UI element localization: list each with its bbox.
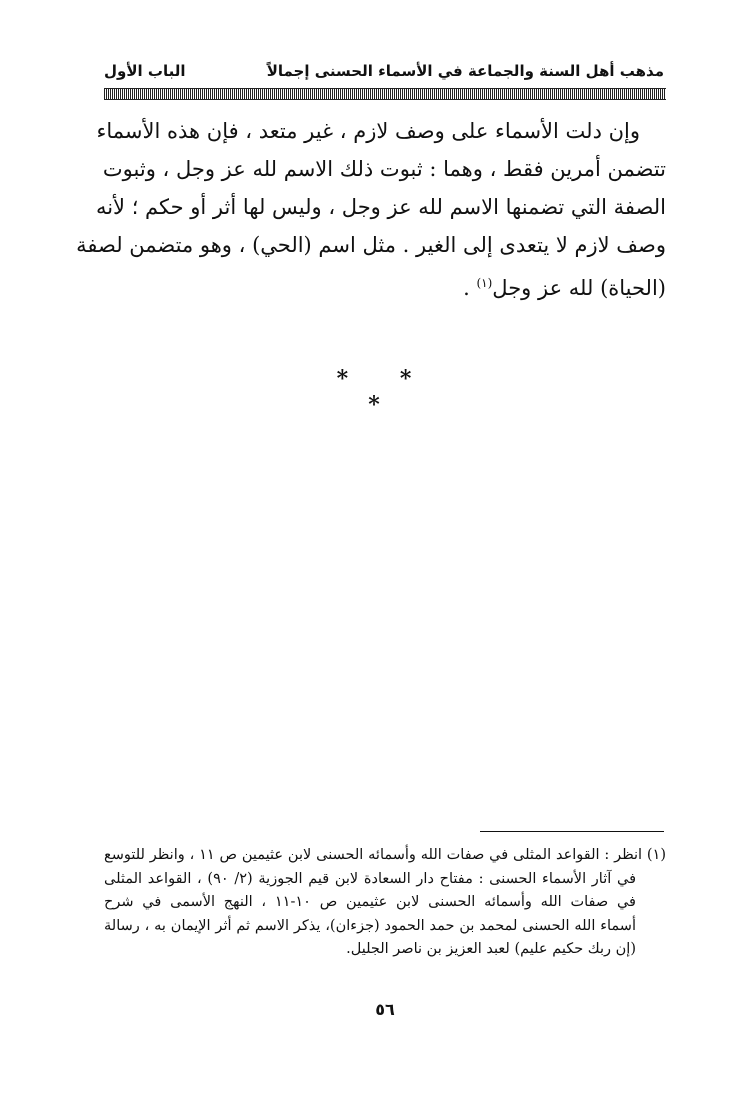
body-line-5-text: (الحياة) لله عز وجل (492, 276, 666, 300)
footnote-reference: (١) (476, 276, 493, 290)
body-line-3: الصفة التي تضمنها الاسم لله عز وجل ، وليس لها أثر أو حكم ؛ لأنه (95, 195, 666, 219)
footnote-line-2: في آثار الأسماء الحسنى : مفتاح دار السعادة لابن قيم الجوزية (٢/ ٩٠) ، القواعد المثلى (104, 870, 637, 887)
body-line-5-period: . (463, 276, 477, 300)
header-divider (104, 88, 666, 100)
running-header (104, 58, 664, 88)
chapter-title: الباب الأول (104, 62, 186, 80)
footnote-line-3: في صفات الله وأسمائه الحسنى لابن عثيمين ص ١٠-١١ ، النهج الأسمى في شرح (104, 894, 636, 910)
body-line-1: وإن دلت الأسماء على وصف لازم ، غير متعد ، فإن هذه الأسماء (96, 119, 640, 143)
page-number: ٥٦ (375, 1000, 395, 1019)
body-text (76, 112, 666, 307)
footnote-line-5: (إن ربك حكيم عليم) لعبد العزيز بن ناصر الجليل. (346, 941, 636, 957)
footnote-line-1: (١) انظر : القواعد المثلى في صفات الله وأسمائه الحسنى لابن عثيمين ص ١١ ، وانظر للتوسع (104, 847, 666, 863)
body-line-2: تتضمن أمرين فقط ، وهما : ثبوت ذلك الاسم لله عز وجل ، وثبوت (102, 157, 666, 181)
footnote-line-4: أسماء الله الحسنى لمحمد بن حمد الحمود (جزءان)، يذكر الاسم ثم أثر الإيمان به ، رسالة (104, 917, 636, 934)
footnote-divider (480, 831, 664, 832)
section-separator: * * * (336, 366, 434, 418)
book-title: مذهب أهل السنة والجماعة في الأسماء الحسنى إجمالاً (266, 62, 664, 80)
footnotes (104, 844, 666, 962)
body-line-5 (104, 264, 666, 307)
body-line-4: وصف لازم لا يتعدى إلى الغير . مثل اسم (الحي) ، وهو متضمن لصفة (76, 233, 666, 257)
